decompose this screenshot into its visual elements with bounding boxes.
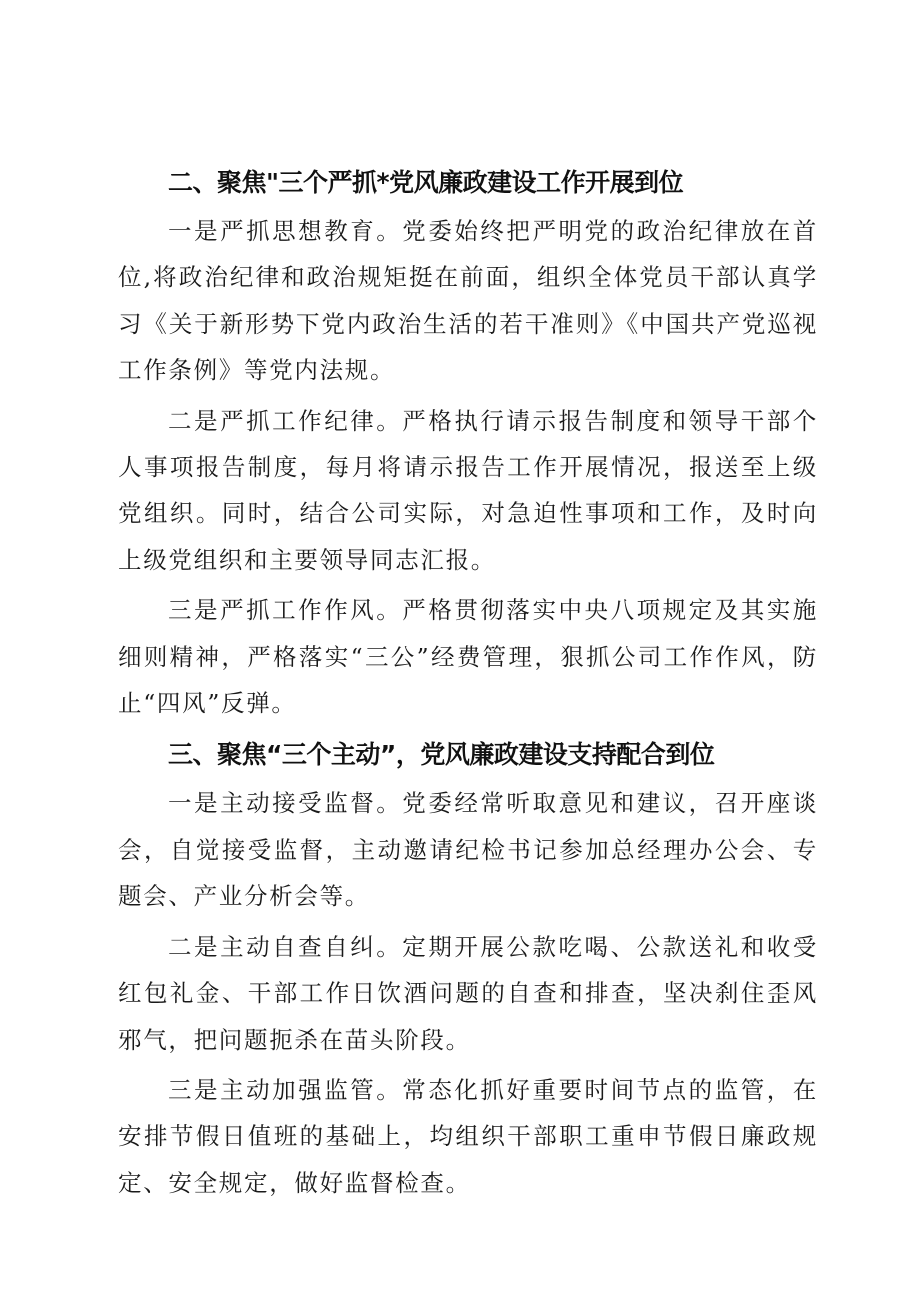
document-body [118, 158, 818, 1210]
section-heading-3: 三、聚焦“三个主动”，党风廉政建设支持配合到位 [168, 740, 715, 770]
paragraph-accept-supervision: 一是主动接受监督。党委经常听取意见和建议，召开座谈会，自觉接受监督，主动邀请纪检书记参加总经理办公会、专题会、产业分析会等。 [118, 789, 818, 911]
paragraph-work-discipline: 二是严抓工作纪律。严格执行请示报告制度和领导干部个人事项报告制度，每月将请示报告工作开展情况，报送至上级党组织。同时，结合公司实际，对急迫性事项和工作，及时向上级党组织和主要领导同志汇报。 [118, 406, 818, 574]
section-heading-2: 二、聚焦"三个严抓*党风廉政建设工作开展到位 [168, 168, 684, 197]
paragraph-self-inspection: 二是主动自查自纠。定期开展公款吃喝、公款送礼和收受红包礼金、干部工作日饮酒问题的自查和排查，坚决刹住歪风邪气，把问题扼杀在苗头阶段。 [118, 932, 818, 1054]
paragraph-strengthen-oversight: 三是主动加强监管。常态化抓好重要时间节点的监管，在安排节假日值班的基础上，均组织干部职工重申节假日廉政规定、安全规定，做好监督检查。 [118, 1075, 818, 1197]
paragraph-thought-education: 一是严抓思想教育。党委始终把严明党的政治纪律放在首位,将政治纪律和政治规矩挺在前面，组织全体党员干部认真学习《关于新形势下党内政治生活的若干准则》《中国共产党巡视工作条例》等党内法规。 [118, 217, 818, 385]
paragraph-work-style: 三是严抓工作作风。严格贯彻落实中央八项规定及其实施细则精神，严格落实“三公”经费管理，狠抓公司工作作风，防止“四风”反弹。 [118, 596, 818, 718]
